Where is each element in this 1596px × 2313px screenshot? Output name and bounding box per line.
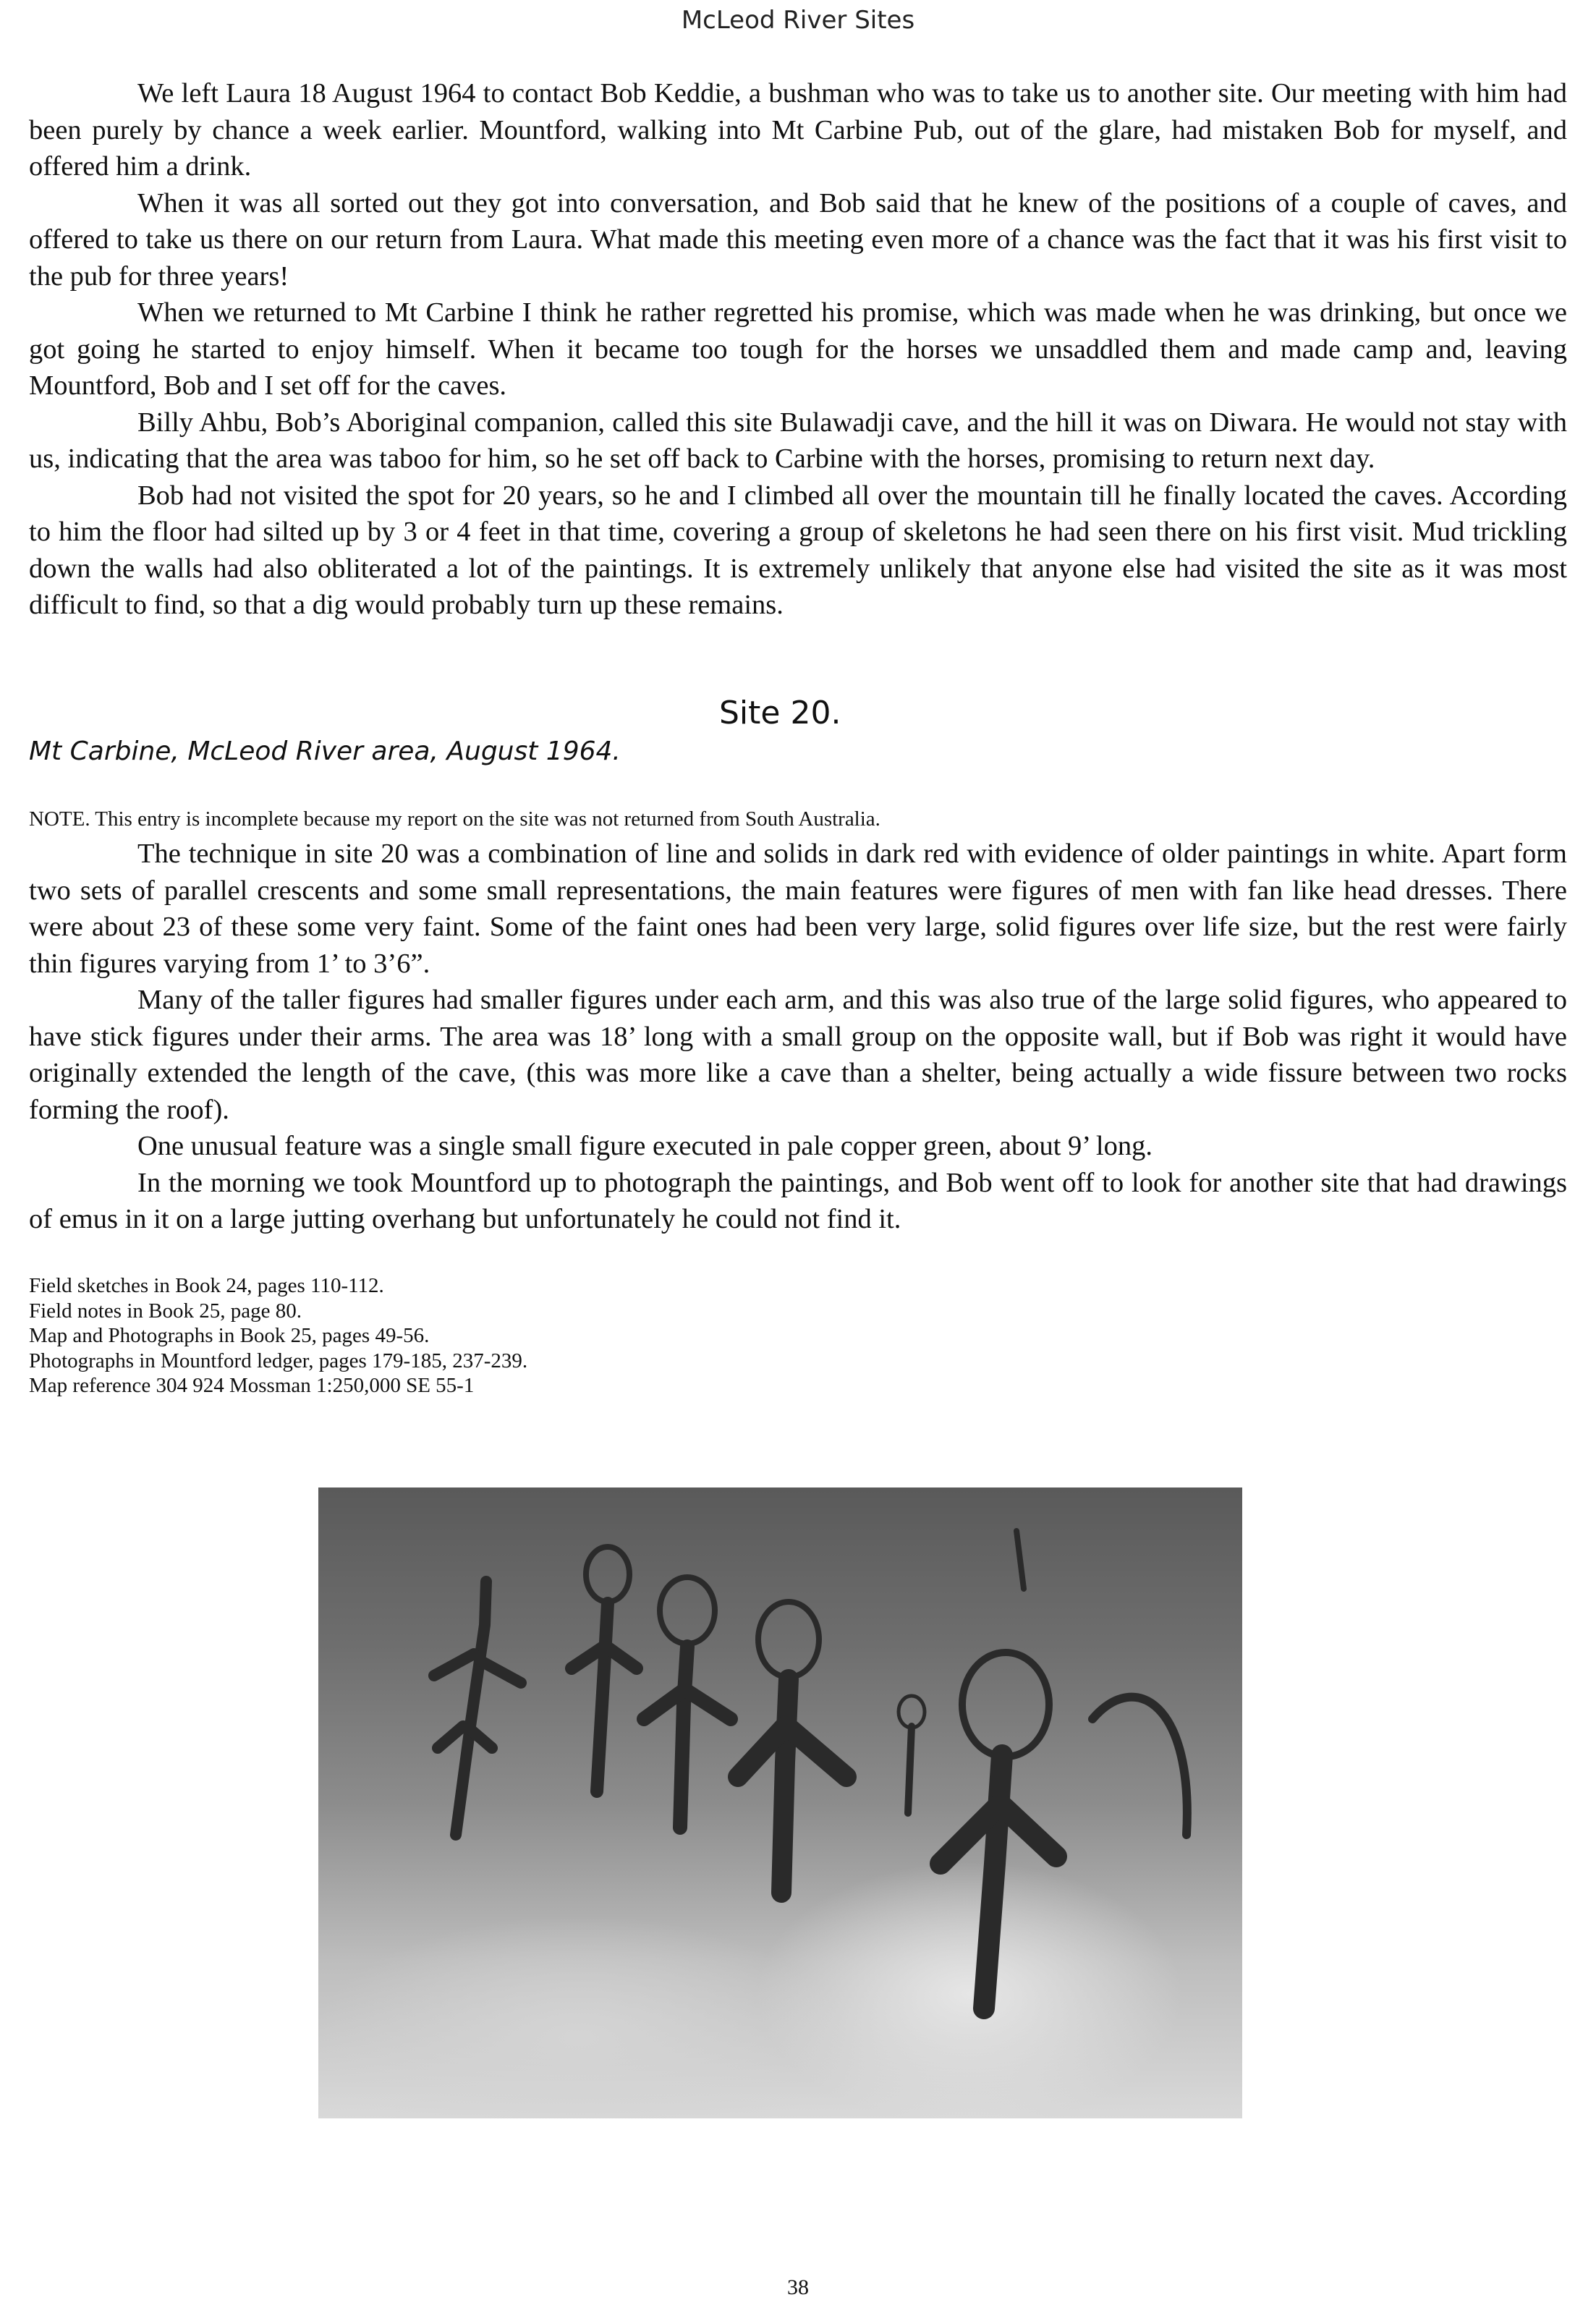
page-number: 38: [787, 2275, 809, 2299]
painted-figure: [941, 1652, 1056, 2008]
site-description: [29, 836, 1567, 1238]
paragraph: One unusual feature was a single small figure executed in pale copper green, about 9’ long.: [137, 1131, 1153, 1161]
reference-line: Photographs in Mountford ledger, pages 179-185, 237-239.: [29, 1349, 528, 1372]
paragraph: Bob had not visited the spot for 20 years, so he and I climbed all over the mountain till he finally located the caves. According to him the floor had silted up by 3 or 4 feet in that time, covering a group of skeletons he had seen there on his first visit. Mud trickling down the walls had also obliterated a lot of the paintings. It is extremely unlikely that anyone else had visited the site as it was most difficult to find, so that a dig would probably turn up these remains.: [29, 480, 1567, 620]
reference-line: Field notes in Book 25, page 80.: [29, 1299, 302, 1323]
paragraph: When it was all sorted out they got into conversation, and Bob said that he knew of the positions of a couple of caves, and offered to take us there on our return from Laura. What made this meeting even more of a chance was the fact that it was his first visit to the pub for three years!: [29, 187, 1567, 292]
rock-art-figures: [318, 1487, 1242, 2118]
paragraph: We left Laura 18 August 1964 to contact Bob Keddie, a bushman who was to take us to another site. Our meeting with him had been purely by chance a week earlier. Mountford, walking into Mt Carbine Pub, out of the glare, had mistaken Bob for myself, and offered him a drink.: [29, 78, 1567, 182]
running-header: McLeod River Sites: [681, 6, 915, 35]
painted-figure: [644, 1577, 731, 1828]
paragraph: Billy Ahbu, Bob’s Aboriginal companion, called this site Bulawadji cave, and the hill it was on Diwara. He would not stay with us, indicating that the area was taboo for him, so he set off back to Carbine with the horses, promising to return next day.: [29, 407, 1567, 474]
reference-line: Map and Photographs in Book 25, pages 49-56.: [29, 1324, 430, 1347]
painted-figure: [738, 1602, 846, 1893]
references-list: [29, 1273, 897, 1399]
paragraph: When we returned to Mt Carbine I think he rather regretted his promise, which was made when he was drinking, but once we got going he started to enjoy himself. When it became too tough for the horses we unsaddled them and made camp and, leaving Mountford, Bob and I set off for the caves.: [29, 297, 1567, 401]
reference-line: Field sketches in Book 24, pages 110-112.: [29, 1274, 384, 1297]
intro-text: [29, 75, 1567, 624]
reference-line: Map reference 304 924 Mossman 1:250,000 SE 55-1: [29, 1374, 475, 1397]
site-heading: Site 20.: [719, 695, 841, 731]
rock-art-photograph: [318, 1487, 1242, 2118]
site-note: NOTE. This entry is incomplete because my report on the site was not returned from South Australia.: [29, 807, 880, 831]
painted-figure: [434, 1582, 521, 1835]
painted-figure: [572, 1547, 637, 1791]
site-subheading: Mt Carbine, McLeod River area, August 1964.: [29, 737, 621, 766]
paragraph: Many of the taller figures had smaller figures under each arm, and this was also true of the large solid figures, who appeared to have stick figures under their arms. The area was 18’ long with a small group on the opposite wall, but if Bob was right it would have originally extended the length of the cave, (this was more like a cave than a shelter, being actually a wide fissure between two rocks forming the roof).: [29, 985, 1567, 1125]
paragraph: The technique in site 20 was a combination of line and solids in dark red with evidence of older paintings in white. Apart form two sets of parallel crescents and some small representations, the main features were figures of men with fan like head dresses. There were about 23 of these some very faint. Some of the faint ones had been very large, solid figures over life size, but the rest were fairly thin figures varying from 1’ to 3’6”.: [29, 839, 1567, 979]
paragraph: In the morning we took Mountford up to photograph the paintings, and Bob went off to look for another site that had drawings of emus in it on a large jutting overhang but unfortunately he could not find it.: [29, 1167, 1567, 1234]
